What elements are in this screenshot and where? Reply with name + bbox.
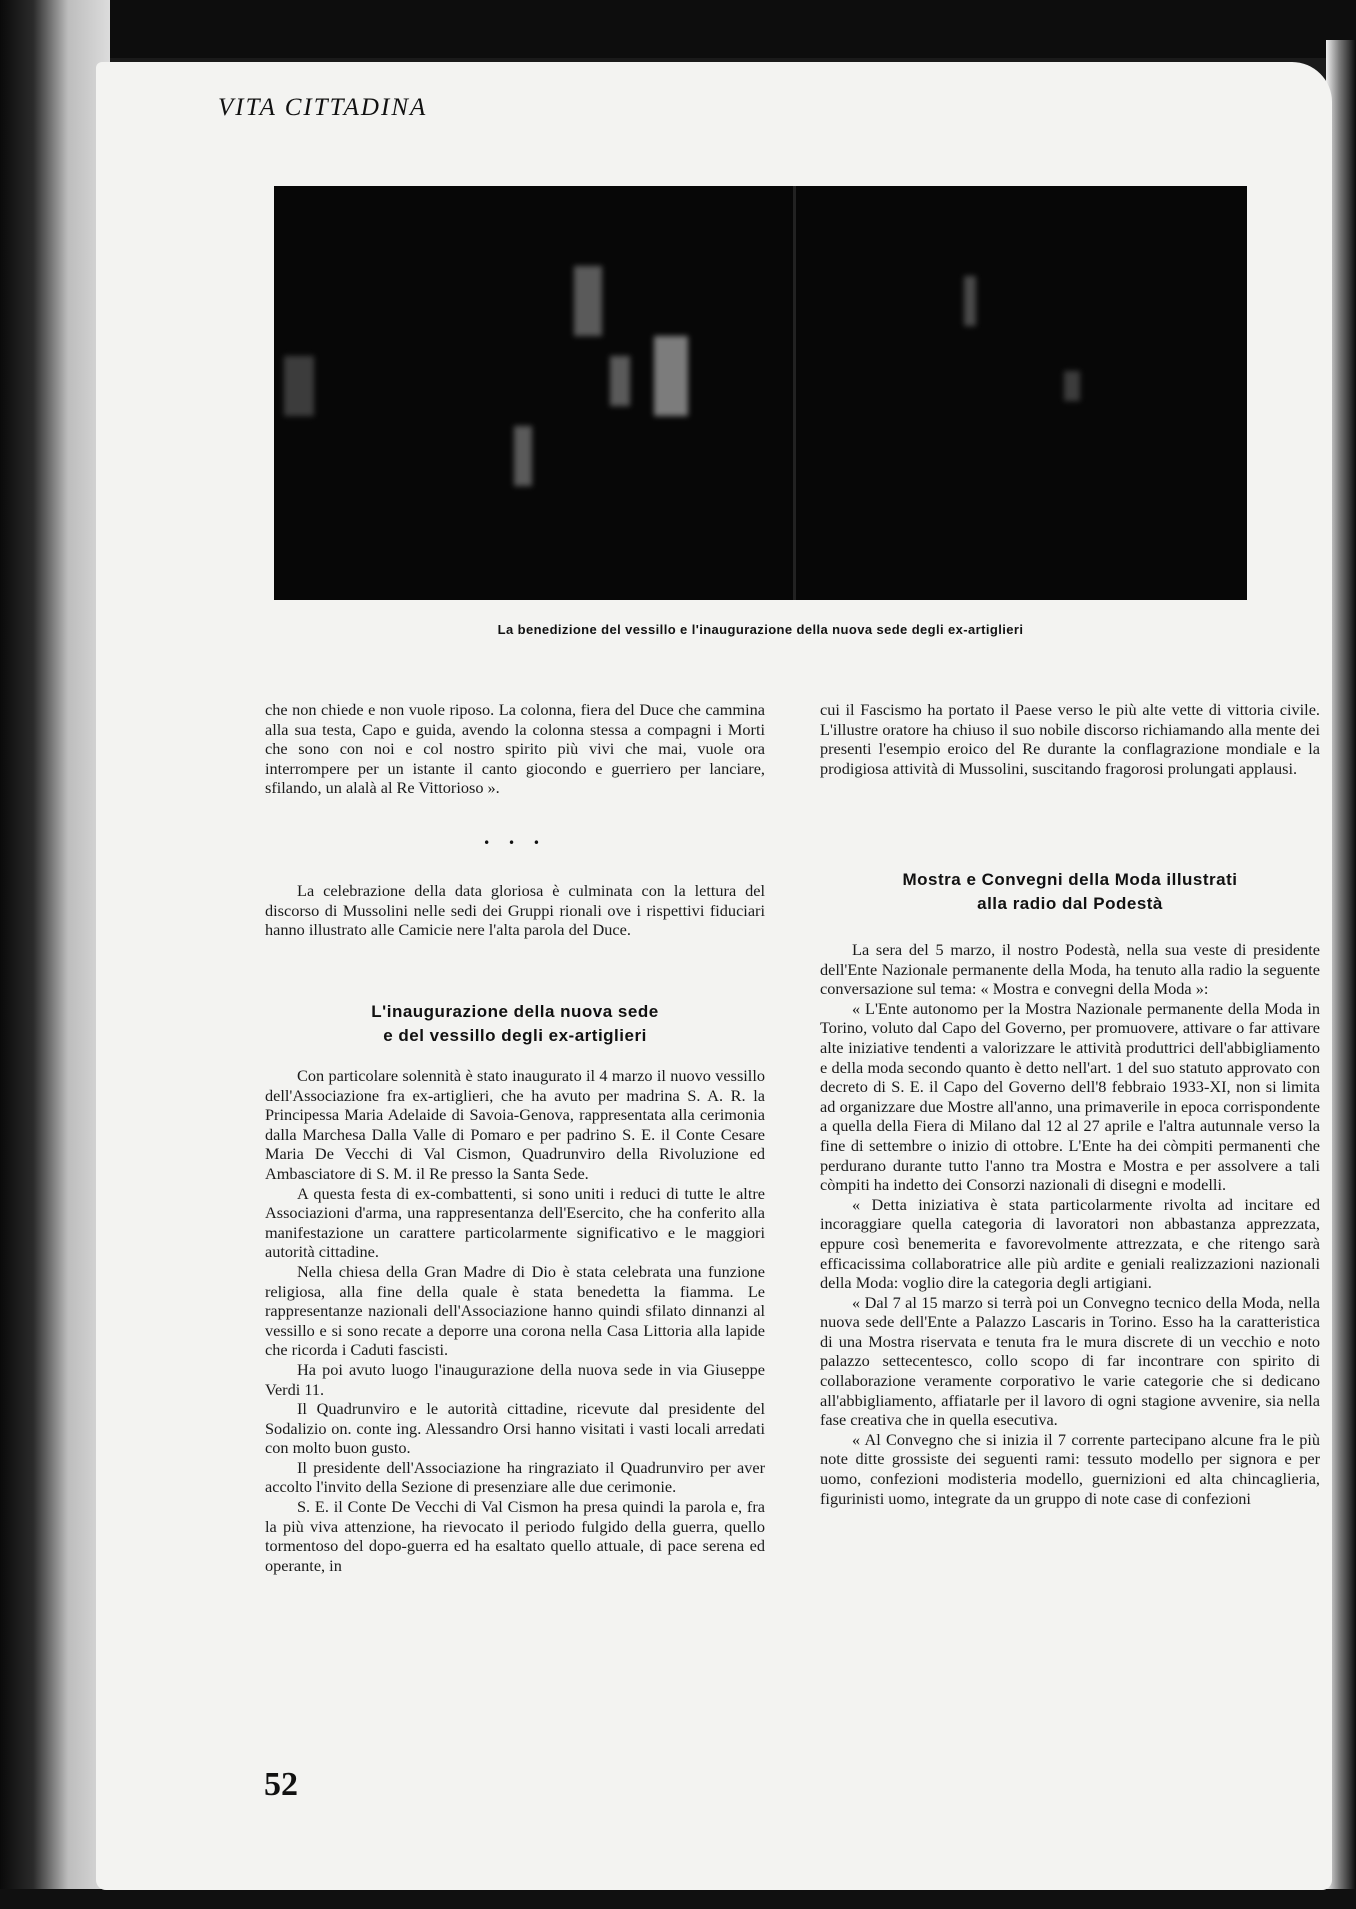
paragraph: S. E. il Conte De Vecchi di Val Cismon ha presa quindi la parola e, fra la più viva attenzione, ha rievocato il periodo fulgido della guerra, quello tormentoso del dopo-guerra ed ha esaltato quello attuale, di pace serena ed operante, in [265, 1497, 765, 1575]
left-intro-text: che non chiede e non vuole riposo. La colonna, fiera del Duce che cammina alla sua testa, Capo e guida, avendo la colonna stessa a compagni i Morti che sono con noi e col nostro spirito più vivi che mai, vuole ora interrompere per un istante il canto giocondo e guerriero per lanciare, sfilando, un alalà al Re Vittorioso ». [265, 700, 765, 798]
article-heading-fashion [820, 868, 1320, 916]
photo-figure [1064, 371, 1080, 401]
scan-border-bottom [0, 1889, 1356, 1909]
heading-line: L'inaugurazione della nuova sede [371, 1002, 659, 1021]
article-heading-inauguration [265, 1000, 765, 1048]
left-intro [265, 700, 765, 798]
photo-figure [964, 276, 976, 326]
heading-line: Mostra e Convegni della Moda illustrati [902, 870, 1238, 889]
paragraph: Nella chiesa della Gran Madre di Dio è stata celebrata una funzione religiosa, alla fine della quale è stata benedetta la fiamma. Le rappresentanze nazionali dell'Associazione hanno quindi sfilato dinnanzi al vessillo e si sono recate a deporre una corona nella Casa Littoria alla lapide che ricorda i Caduti fascisti. [265, 1261, 765, 1360]
photo-caption: La benedizione del vessillo e l'inaugurazione della nuova sede degli ex-artiglieri [497, 622, 1024, 637]
paragraph: A questa festa di ex-combattenti, si sono uniti i reduci di tutte le altre Associazioni d'arma, una rappresentanza dell'Esercito, che ha conferito alla manifestazione un carattere particolarmente significativo e le maggiori autorità cittadine. [265, 1183, 765, 1262]
paragraph: Ha poi avuto luogo l'inaugurazione della nuova sede in via Giuseppe Verdi 11. [265, 1359, 765, 1399]
right-intro [820, 700, 1320, 778]
photo-figure [574, 266, 602, 336]
ceremony-photo [274, 186, 1247, 600]
photo-figure [514, 426, 532, 486]
paragraph: Con particolare solennità è stato inaugurato il 4 marzo il nuovo vessillo dell'Associazione fra ex-artiglieri, che ha avuto per madrina S. A. R. la Principessa Maria Adelaide di Savoia-Genova, rappresentata alla cerimonia dalla Marchesa Dalla Valle di Pomaro e per padrino S. E. il Conte Cesare Maria De Vecchi di Val Cismon, Quadrunviro della Rivoluzione ed Ambasciatore di S. M. il Re presso la Santa Sede. [265, 1066, 765, 1183]
page-number: 52 [264, 1766, 298, 1803]
paragraph: Il presidente dell'Associazione ha ringraziato il Quadrunviro per aver accolto l'invito della Sezione di presenziare alle due cerimonie. [265, 1457, 765, 1497]
paragraph: « Al Convegno che si inizia il 7 corrente partecipano alcune fra le più note ditte grossiste dei seguenti rami: tessuto modello per signora e per uomo, confezioni modisteria modello, guernizioni ed alta chincaglieria, figurinisti uomo, integrate da un gruppo di note case di confezioni [820, 1429, 1320, 1508]
photo-divider [793, 186, 796, 600]
paragraph: « Detta iniziativa è stata particolarmente rivolta ad incitare ed incoraggiare quella categoria di lavoratori non abbastanza apprezzata, eppure così benemerita e favorevolmente attrezzata, e che ritengo sarà efficacissima collaboratrice alle più ardite e geniali realizzazioni nazionali della Moda: voglio dire la categoria degli artigiani. [820, 1194, 1320, 1293]
book-spine-shadow [0, 0, 110, 1909]
heading-line: alla radio dal Podestà [977, 894, 1163, 913]
paragraph: La sera del 5 marzo, il nostro Podestà, nella sua veste di presidente dell'Ente Nazionale permanente della Moda, ha tenuto alla radio la seguente conversazione sul tema: « Mostra e convegni della Moda »: [820, 940, 1320, 999]
photo-figure [610, 356, 630, 406]
scan-border-top [0, 0, 1356, 58]
right-intro-text: cui il Fascismo ha portato il Paese verso le più alte vette di vittoria civile. L'illustre oratore ha chiuso il suo nobile discorso richiamando alla mente dei presenti l'esempio eroico del Re durante la conflagrazione mondiale e la prodigiosa attività di Mussolini, suscitando fragorosi prolungati applausi. [820, 700, 1320, 778]
photo-figure [654, 336, 688, 416]
paragraph: « Dal 7 al 15 marzo si terrà poi un Convegno tecnico della Moda, nella nuova sede dell'Ente a Palazzo Lascaris in Torino. Esso ha la caratteristica di una Mostra riservata e tenuta fra le mura discrete di un vecchio e noto palazzo settecentesco, collo scopo di far incontrare con spirito di collaborazione veramente corporativo le varie categorie che si dedicano all'abbigliamento, affiatarle per il lavoro di ogni stagione avvenire, sia nella fase creativa che in quella esecutiva. [820, 1292, 1320, 1430]
paragraph: « L'Ente autonomo per la Mostra Nazionale permanente della Moda in Torino, voluto dal Capo del Governo, per promuovere, attivare o far attivare alte iniziative tendenti a valorizzare le attività produttrici dell'abbigliamento e della moda secondo quanto è detto nell'art. 1 del suo statuto approvato con decreto di S. E. il Capo del Governo dell'8 febbraio 1933-XI, non si limita ad organizzare due Mostre all'anno, una primaverile in epoca corrispondente a quella della Fiera di Milano dal 12 al 27 aprile e l'altra autunnale verso la fine di settembre o inizio di ottobre. L'Ente ha dei còmpiti permanenti che perdurano durante tutto l'anno tra Mostra e Mostra e per assolvere a tali còmpiti ha indetto dei Consorzi nazionali di disegni e modelli. [820, 998, 1320, 1195]
left-celebration [265, 881, 765, 940]
section-heading: VITA CITTADINA [218, 94, 428, 121]
right-article-body [820, 940, 1320, 1508]
heading-line: e del vessillo degli ex-artiglieri [383, 1026, 647, 1045]
left-article-body [265, 1066, 765, 1575]
photo-figure [284, 356, 314, 416]
celebration-text: La celebrazione della data gloriosa è culminata con la lettura del discorso di Mussolini nelle sedi dei Gruppi rionali ove i rispettivi fiduciari hanno illustrato alle Camicie nere l'alta parola del Duce. [265, 881, 765, 940]
paragraph: Il Quadrunviro e le autorità cittadine, ricevute dal presidente del Sodalizio on. conte ing. Alessandro Orsi hanno visitati i vasti locali arredati con molto buon gusto. [265, 1399, 765, 1458]
separator: • • • [483, 836, 547, 850]
